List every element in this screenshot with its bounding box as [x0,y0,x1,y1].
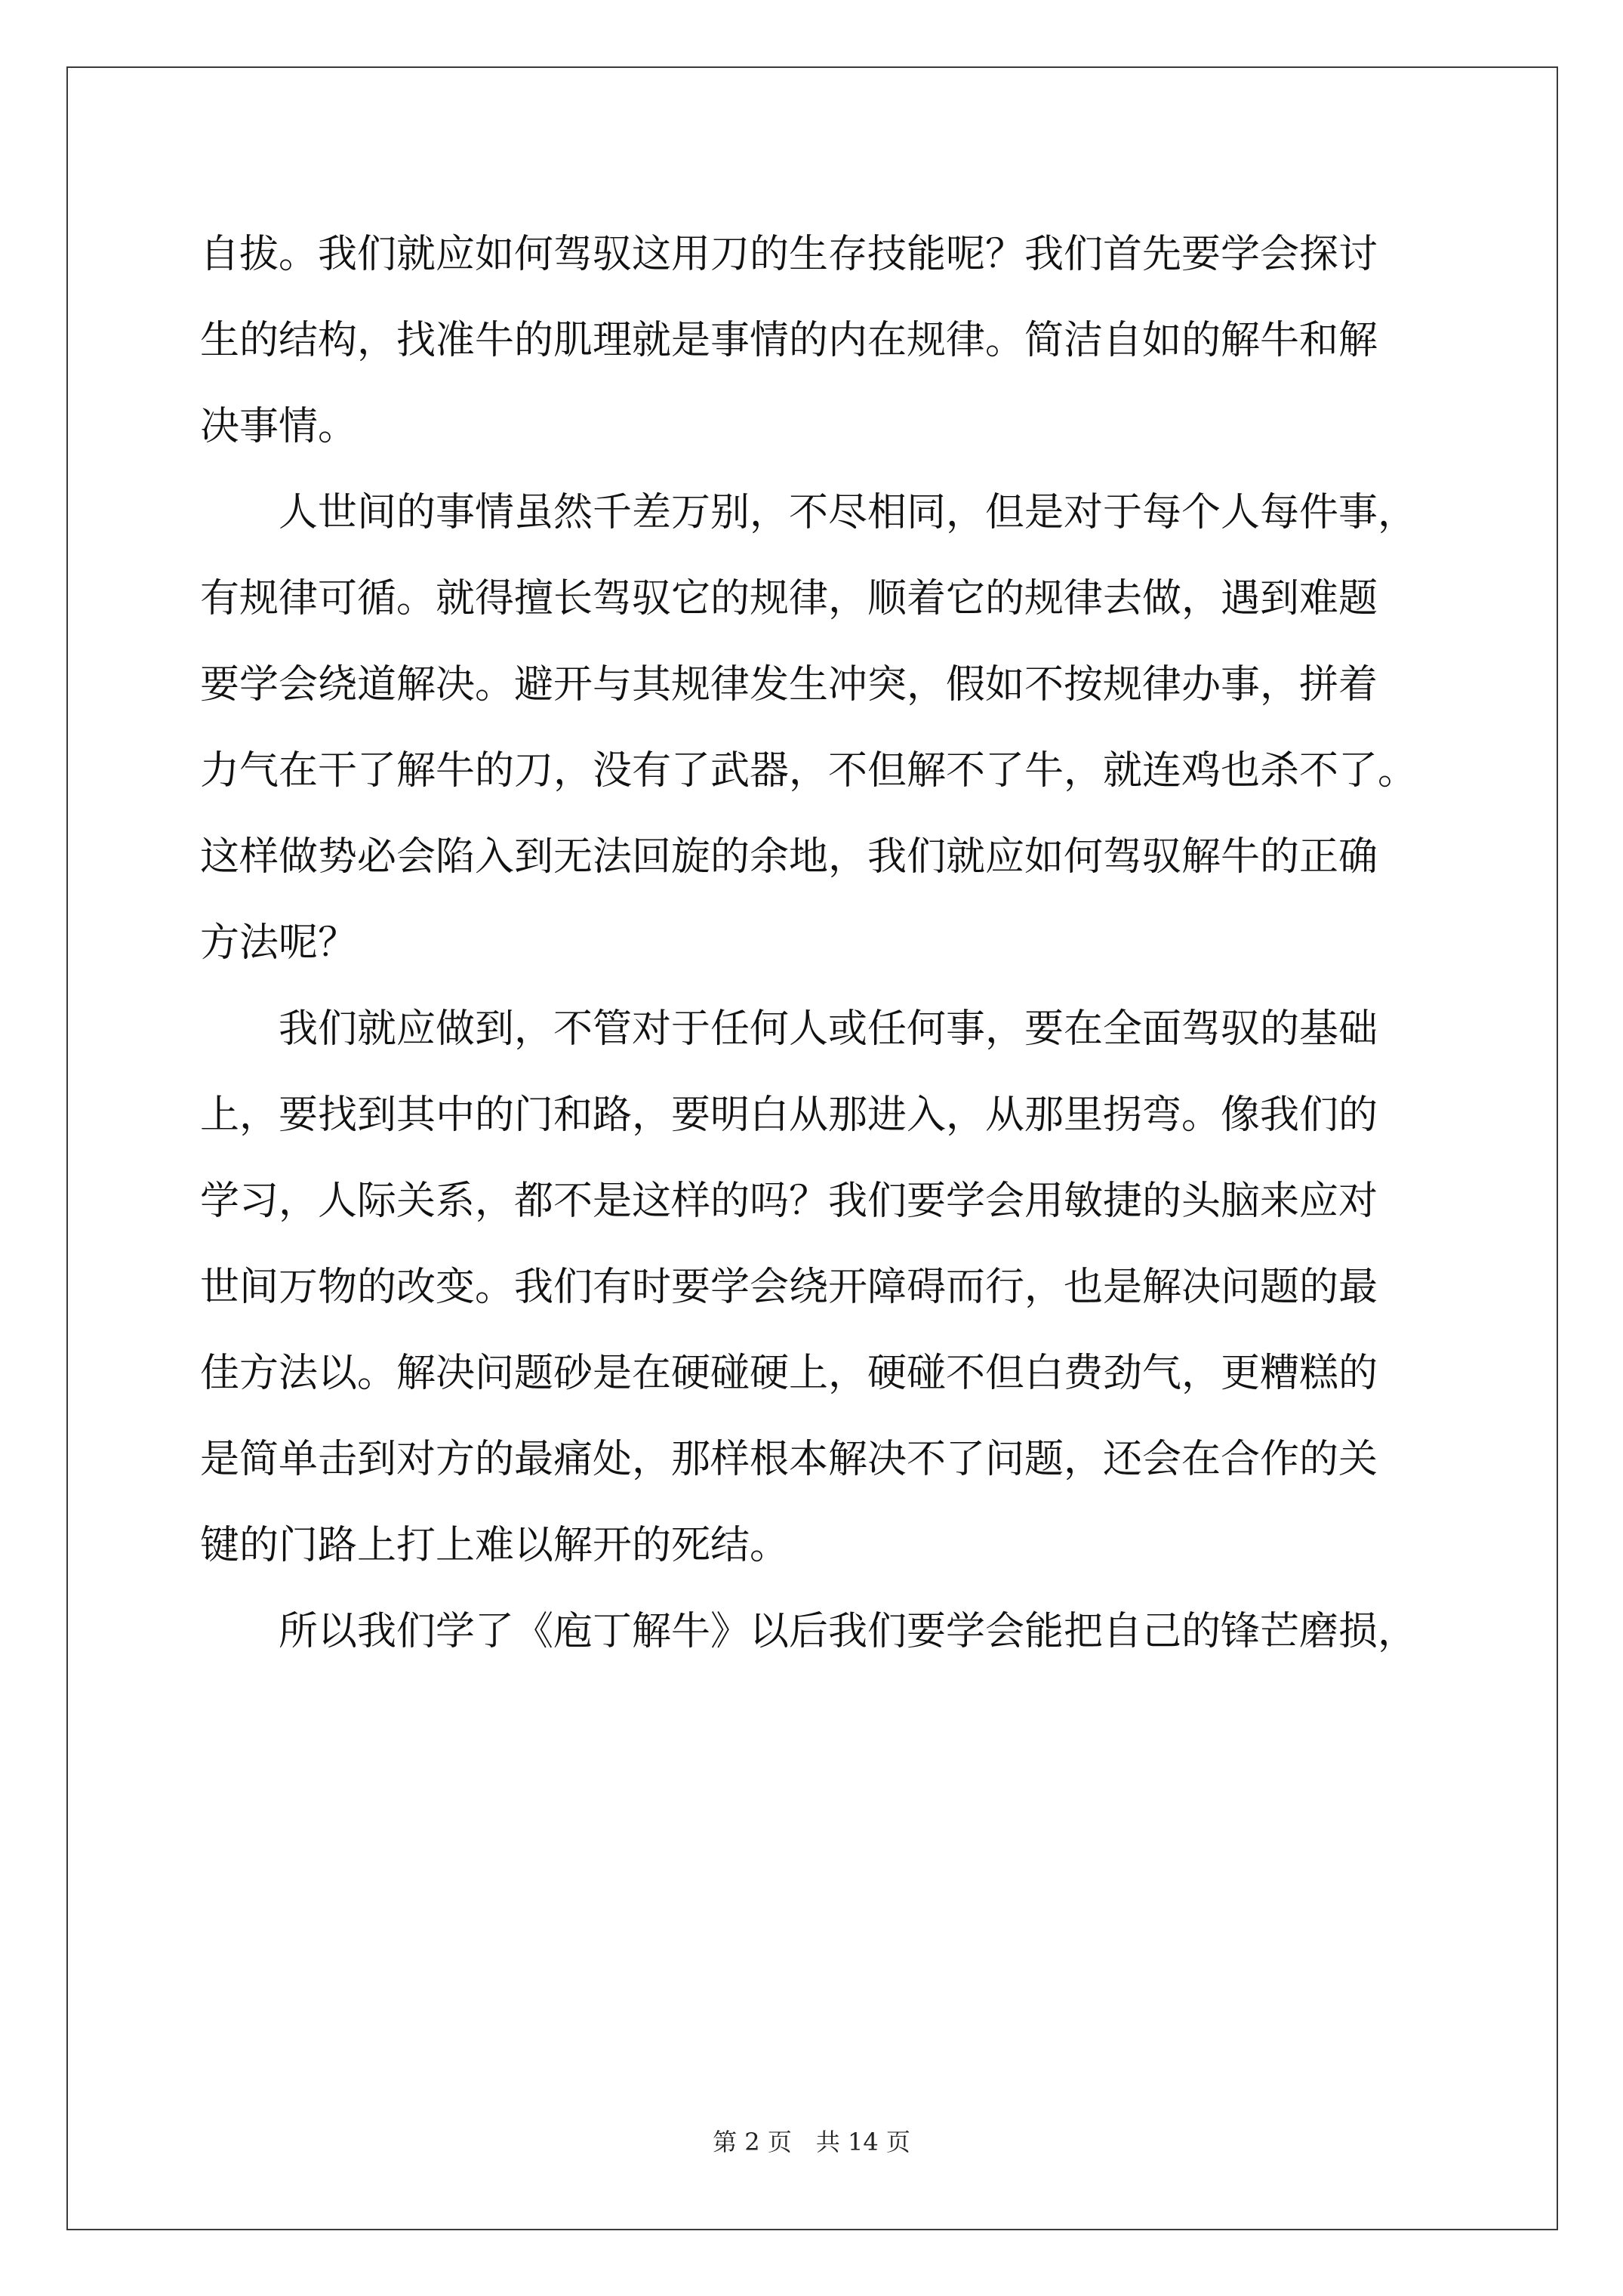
document-body [200,211,1446,1675]
text-line-15: 是简单击到对方的最痛处，那样根本解决不了问题，还会在合作的关 [200,1437,1378,1482]
text-line-6: 要学会绕道解决。避开与其规律发生冲突，假如不按规律办事，拼着 [200,662,1378,707]
text-line-17: 所以我们学了《庖丁解牛》以后我们要学会能把自己的锋芒磨损， [279,1609,1418,1654]
text-line-13: 世间万物的改变。我们有时要学会绕开障碍而行，也是解决问题的最 [200,1265,1378,1310]
text-line-7: 力气在干了解牛的刀，没有了武器，不但解不了牛，就连鸡也杀不了。 [200,748,1418,794]
text-line-1: 自拔。我们就应如何驾驭这用刀的生存技能呢？我们首先要学会探讨 [200,232,1378,277]
text-line-12: 学习，人际关系，都不是这样的吗？我们要学会用敏捷的头脑来应对 [200,1179,1378,1224]
page-footer: 第 2 页 共 14 页 [713,2128,910,2156]
text-line-3: 决事情。 [200,404,358,449]
text-line-4: 人世间的事情虽然千差万别，不尽相同，但是对于每个人每件事， [279,490,1418,535]
text-line-5: 有规律可循。就得擅长驾驭它的规律，顺着它的规律去做，遇到难题 [200,576,1378,621]
text-line-11: 上，要找到其中的门和路，要明白从那进入，从那里拐弯。像我们的 [200,1093,1378,1138]
text-line-8: 这样做势必会陷入到无法回旋的余地，我们就应如何驾驭解牛的正确 [200,834,1378,880]
text-line-9: 方法呢？ [200,920,358,966]
text-line-16: 键的门路上打上难以解开的死结。 [200,1523,790,1568]
text-line-2: 生的结构，找准牛的肌理就是事情的内在规律。简洁自如的解牛和解 [200,318,1378,363]
text-line-14: 佳方法以。解决问题砂是在硬碰硬上，硬碰不但白费劲气，更糟糕的 [200,1351,1378,1396]
text-line-10: 我们就应做到，不管对于任何人或任何事，要在全面驾驭的基础 [279,1006,1378,1052]
